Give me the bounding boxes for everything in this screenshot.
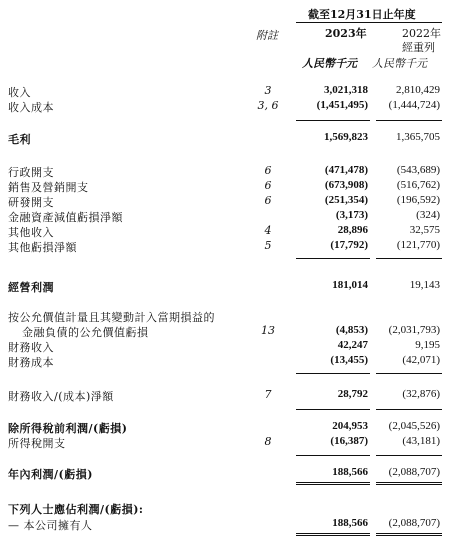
total-double-rule [376, 482, 442, 483]
row-label: 收入成本 [8, 101, 54, 114]
value-2023: 181,014 [332, 279, 368, 291]
total-double-rule [376, 535, 442, 536]
value-2023: (673,908) [324, 179, 368, 191]
note-column-header: 附註 [256, 29, 278, 42]
subtotal-rule [296, 373, 370, 374]
value-2023: 28,792 [337, 388, 368, 400]
value-2022: (516,762) [396, 179, 440, 191]
row-label: 研發開支 [8, 196, 54, 209]
value-2022: (42,071) [402, 354, 440, 366]
period-heading: 截至12月31日止年度 [308, 8, 416, 21]
value-2023: 204,953 [332, 420, 368, 432]
row-label: 金融資產減值虧損淨額 [8, 211, 123, 224]
value-2022: (121,770) [396, 239, 440, 251]
value-2023: (17,792) [330, 239, 368, 251]
row-label: 所得稅開支 [8, 437, 66, 450]
value-2022: 19,143 [409, 279, 440, 291]
total-double-rule [296, 482, 370, 483]
row-label: 經營利潤 [8, 281, 54, 294]
value-2022: 2,810,429 [396, 84, 440, 96]
row-note: 13 [261, 324, 275, 337]
row-label: 行政開支 [8, 166, 54, 179]
value-2022: (32,876) [402, 388, 440, 400]
subtotal-rule [376, 258, 442, 259]
row-note: 8 [264, 435, 272, 448]
row-label: 銷售及營銷開支 [8, 181, 89, 194]
row-label-continued: 金融負債的公允價值虧損 [22, 326, 149, 339]
row-label: 按公允價值計量且其變動計入當期損益的 [8, 311, 215, 324]
total-double-rule [376, 484, 442, 485]
row-label: 除所得稅前利潤/(虧損) [8, 422, 128, 435]
row-label: 年內利潤/(虧損) [8, 468, 93, 481]
value-2023: 1,569,823 [324, 131, 368, 143]
row-label: 財務收入 [8, 341, 54, 354]
value-2023: (471,478) [324, 164, 368, 176]
value-2022: (1,444,724) [388, 99, 440, 111]
row-label: 收入 [8, 86, 31, 99]
row-note: 4 [264, 224, 272, 237]
value-2022: (196,592) [396, 194, 440, 206]
row-label: 其他收入 [8, 226, 54, 239]
total-double-rule [296, 533, 370, 534]
value-2022: (324) [416, 209, 440, 221]
subtotal-rule [376, 373, 442, 374]
row-note: 7 [264, 388, 272, 401]
row-label: 財務成本 [8, 356, 54, 369]
year-2022-header: 2022年 [402, 27, 441, 40]
restated-header: 經重列 [402, 41, 435, 54]
header-rule [296, 22, 442, 23]
row-label: 財務收入/(成本)淨額 [8, 390, 114, 403]
total-double-rule [296, 484, 370, 485]
total-double-rule [376, 533, 442, 534]
value-2023: (1,451,495) [316, 99, 368, 111]
value-2022: 32,575 [409, 224, 440, 236]
value-2022: 9,195 [415, 339, 440, 351]
subtotal-rule [296, 120, 370, 121]
row-label: — 本公司擁有人 [8, 519, 93, 532]
row-label: 其他虧損淨額 [8, 241, 77, 254]
value-2023: 188,566 [332, 466, 368, 478]
total-double-rule [296, 535, 370, 536]
value-2023: (3,173) [335, 209, 368, 221]
unit-2023-header: 人民幣千元 [302, 57, 357, 70]
unit-2022-header: 人民幣千元 [372, 57, 427, 70]
value-2023: (13,455) [330, 354, 368, 366]
value-2023: 42,247 [337, 339, 368, 351]
value-2023: (251,354) [324, 194, 368, 206]
value-2022: (2,088,707) [388, 466, 440, 478]
row-label: 下列人士應佔利潤/(虧損): [8, 503, 144, 516]
value-2022: (2,031,793) [388, 324, 440, 336]
row-note: 6 [264, 194, 272, 207]
value-2022: (543,689) [396, 164, 440, 176]
row-note: 6 [264, 164, 272, 177]
value-2023: 28,896 [337, 224, 368, 236]
subtotal-rule [376, 120, 442, 121]
value-2022: (43,181) [402, 435, 440, 447]
year-2023-header: 2023年 [325, 27, 367, 40]
value-2023: 188,566 [332, 517, 368, 529]
row-note: 5 [264, 239, 272, 252]
value-2022: (2,045,526) [388, 420, 440, 432]
row-note: 3, 6 [257, 99, 279, 112]
value-2022: (2,088,707) [388, 517, 440, 529]
row-label: 毛利 [8, 133, 31, 146]
subtotal-rule [296, 409, 370, 410]
subtotal-rule [376, 455, 442, 456]
subtotal-rule [376, 409, 442, 410]
value-2023: (16,387) [330, 435, 368, 447]
value-2023: 3,021,318 [324, 84, 368, 96]
row-note: 6 [264, 179, 272, 192]
row-note: 3 [264, 84, 272, 97]
subtotal-rule [296, 455, 370, 456]
value-2022: 1,365,705 [396, 131, 440, 143]
subtotal-rule [296, 258, 370, 259]
value-2023: (4,853) [335, 324, 368, 336]
